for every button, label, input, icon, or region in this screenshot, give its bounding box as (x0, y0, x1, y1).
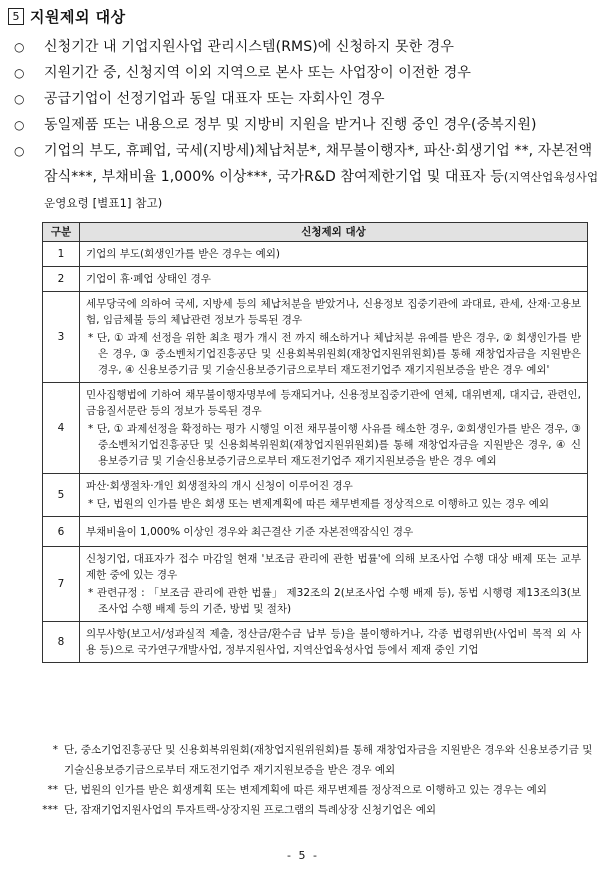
bullet-text (44, 138, 602, 216)
table-row (43, 517, 588, 547)
exclusion-table (42, 222, 588, 663)
table-row (43, 383, 588, 474)
row-content (80, 242, 588, 267)
circle-bullet-icon: ○ (14, 144, 25, 158)
table-row (43, 547, 588, 622)
bullet-text: 지원기간 중, 신청지역 이외 지역으로 본사 또는 사업장이 이전한 경우 (44, 65, 471, 81)
row-number: 6 (43, 517, 80, 547)
row-note-text: * 단, 법원의 인가를 받은 회생 또는 변제계획에 따른 채무변제를 정상적으로 이행하고 있는 경우 예외 (88, 498, 550, 510)
table-row (43, 474, 588, 517)
table-row (43, 242, 588, 267)
footnote-marker: *** (42, 804, 58, 816)
row-content (80, 292, 588, 383)
section-number-box: 5 (8, 8, 24, 25)
row-content (80, 547, 588, 622)
row-note-text: * 단, ① 과제 선정을 위한 최초 평가 개시 전 까지 해소하거나 체납처분 유예를 받은 경우, ② 회생인가를 받은 경우, ③ 중소벤처기업진흥공단 및 신용회복위원회(재창업지원위원회)를 통해 재창업자금을 지원받은 경우, ④ 신용보증기금 및 기술신용보증기금으로부터 재도전기업주 재기지원보증을 받은 경우 예외' (88, 332, 581, 376)
row-number: 1 (43, 242, 80, 267)
table-row (43, 622, 588, 663)
row-main-text: 파산·회생절차·개인 회생절차의 개시 신청이 이루어진 경우 (86, 480, 353, 492)
bullet-item (12, 34, 602, 60)
row-main-text: 세무당국에 의하여 국세, 지방세 등의 체납처분을 받았거나, 신용정보 집중기관에 과대료, 관세, 산재·고용보험, 임금체불 등의 체납관련 정보가 등록된 경우 (86, 298, 581, 326)
bullet-text: 동일제품 또는 내용으로 정부 및 지방비 지원을 받거나 진행 중인 경우(중복지원) (44, 117, 537, 133)
bullet-item (12, 86, 602, 112)
row-main-text: 부채비율이 1,000% 이상인 경우와 최근결산 기준 자본전액잠식인 경우 (86, 525, 414, 538)
row-number: 7 (43, 547, 80, 622)
footnote-marker: * (52, 744, 58, 756)
table-header-row (43, 223, 588, 242)
bullet-item (12, 112, 602, 138)
bullet-list (12, 34, 602, 216)
table-row (43, 267, 588, 292)
circle-bullet-icon: ○ (14, 118, 25, 132)
bullet-text: 공급기업이 선정기업과 동일 대표자 또는 자회사인 경우 (44, 91, 385, 107)
circle-bullet-icon: ○ (14, 92, 25, 106)
column-header-target: 신청제외 대상 (80, 223, 588, 242)
row-content (80, 474, 588, 517)
row-main-text: 기업이 휴·폐업 상태인 경우 (86, 273, 211, 285)
table-row (43, 292, 588, 383)
column-header-category: 구분 (43, 223, 80, 242)
footnotes (22, 740, 602, 820)
row-number: 2 (43, 267, 80, 292)
footnote-text: 단, 잠재기업지원사업의 투자트랙-상장지원 프로그램의 특례상장 신청기업은 예외 (64, 804, 437, 816)
row-note-text: * 단, ① 과제선정을 확정하는 평가 시행일 이전 채무불이행 사유를 해소한 경우, ②회생인가를 받은 경우, ③ 중소벤처기업진흥공단 및 신용회복위원회(재창업지원위원회)를 통해 재창업자금을 지원받은 경우, ④ 신용보증기금 및 기술신용보증기금으로부터 재도전기업주 재기지원보증을 받은 경우 예외 (88, 423, 581, 467)
row-content (80, 383, 588, 474)
bullet-text-reference: (지역산업육성사업 운영요령 [별표1] 참고) (44, 170, 599, 210)
row-content (80, 267, 588, 292)
footnote-text: 단, 법원의 인가를 받은 회생계획 또는 변제계획에 따른 채무변제를 정상적으로 이행하고 있는 경우는 예외 (64, 784, 547, 796)
page-number: - 5 - (287, 849, 319, 862)
row-number: 3 (43, 292, 80, 383)
footnote-item (22, 780, 602, 800)
bullet-item (12, 138, 602, 216)
row-number: 8 (43, 622, 80, 663)
section-title: 지원제외 대상 (30, 8, 126, 26)
row-content (80, 517, 588, 547)
footnote-item (22, 740, 602, 780)
footnote-text: 단, 중소기업진흥공단 및 신용회복위원회(재창업지원위원회)를 통해 재창업자금을 지원받은 경우와 신용보증기금 및 기술신용보증기금으로부터 재도전기업주 재기지원보증을 받은 경우 예외 (64, 744, 593, 776)
footnote-item (22, 800, 602, 820)
bullet-item (12, 60, 602, 86)
section-heading (8, 6, 126, 27)
circle-bullet-icon: ○ (14, 66, 25, 80)
footnote-marker: ** (47, 784, 58, 796)
row-number: 5 (43, 474, 80, 517)
row-number: 4 (43, 383, 80, 474)
row-main-text: 민사집행법에 기하여 채무불이행자명부에 등재되거나, 신용정보집중기관에 연체, 대위변제, 대지급, 관련인, 금융질서문란 등의 정보가 등록된 경우 (86, 389, 581, 417)
circle-bullet-icon: ○ (14, 40, 25, 54)
row-content (80, 622, 588, 663)
row-note-text: * 관련규정 : 「보조금 관리에 관한 법률」 제32조의 2(보조사업 수행 배제 등), 동법 시행령 제13조의3(보조사업 수행 배제 등의 기준, 방법 및 절차) (88, 587, 581, 615)
row-main-text: 신청기업, 대표자가 접수 마감일 현재 '보조금 관리에 관한 법률'에 의해 보조사업 수행 대상 배제 또는 교부 제한 중에 있는 경우 (86, 553, 581, 581)
bullet-text-main: 기업의 부도, 휴폐업, 국세(지방세)체납처분*, 채무불이행자*, 파산·회생기업 **, 자본전액잠식***, 부채비율 1,000% 이상***, 국가R&D 참여제한기업 및 대표자 등 (44, 143, 593, 185)
row-main-text: 기업의 부도(회생인가를 받은 경우는 예외) (86, 248, 280, 260)
bullet-text: 신청기간 내 기업지원사업 관리시스템(RMS)에 신청하지 못한 경우 (44, 39, 455, 55)
row-main-text: 의무사항(보고서/성과실적 제출, 정산금/환수금 납부 등)을 불이행하거나, 각종 법령위반(사업비 목적 외 사용 등)으로 국가연구개발사업, 정부지원사업, 지역산업육성사업 등에서 제재 중인 기업 (86, 628, 581, 656)
